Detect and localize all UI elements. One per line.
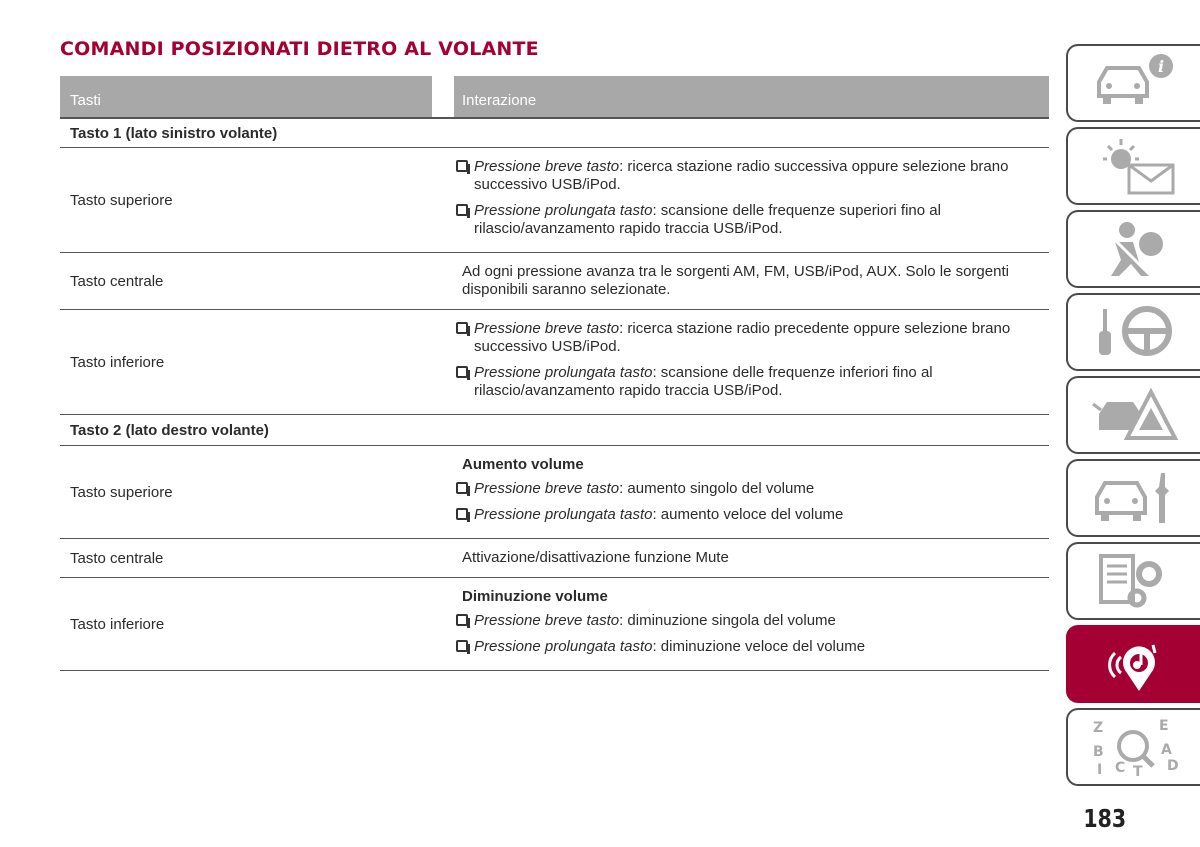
action-label: Pressione prolungata tasto	[474, 202, 653, 219]
technical-data-icon	[1089, 550, 1179, 612]
action-label: Pressione breve tasto	[474, 158, 620, 175]
table-row	[60, 148, 1049, 253]
checkbox-bullet-icon	[456, 366, 468, 378]
safety-airbag-icon	[1089, 218, 1179, 280]
table-body	[60, 117, 1049, 671]
section-row	[60, 117, 1049, 148]
section-row	[60, 415, 1049, 446]
action-result: : aumento singolo del volume	[619, 480, 815, 497]
car-info-icon	[1089, 52, 1179, 114]
action-result: : diminuzione singola del volume	[619, 612, 836, 629]
description-text: Attivazione/disattivazione funzione Mute	[462, 549, 729, 566]
checkbox-bullet-icon	[456, 508, 468, 520]
tab-safety[interactable]	[1066, 210, 1200, 288]
key-steering-wheel-icon	[1089, 301, 1179, 363]
tab-maintenance[interactable]	[1066, 459, 1200, 537]
key-label: Tasto inferiore	[70, 353, 165, 371]
table-row	[60, 539, 1049, 578]
checkbox-bullet-icon	[456, 160, 468, 172]
action-label: Pressione breve tasto	[474, 612, 620, 629]
key-label: Tasto inferiore	[70, 615, 165, 633]
tab-dashboard[interactable]	[1066, 127, 1200, 205]
action-label: Pressione breve tasto	[474, 480, 620, 497]
key-label: Tasto superiore	[70, 191, 173, 209]
tab-starting-driving[interactable]	[1066, 293, 1200, 371]
list-item	[456, 320, 1039, 356]
sub-heading: Aumento volume	[462, 456, 584, 473]
interaction-cell	[454, 310, 1049, 414]
tab-technical-data[interactable]	[1066, 542, 1200, 620]
table-row	[60, 310, 1049, 415]
dashboard-lights-icon	[1089, 135, 1179, 197]
interaction-cell	[454, 539, 1049, 577]
interaction-cell	[454, 446, 1049, 538]
alphabetical-index-icon	[1089, 716, 1179, 778]
multimedia-icon	[1089, 633, 1179, 695]
index-letter: Z	[1093, 720, 1104, 736]
list-item	[456, 506, 1039, 524]
svg-text:i: i	[1157, 57, 1165, 76]
action-label: Pressione breve tasto	[474, 320, 620, 337]
checkbox-bullet-icon	[456, 204, 468, 216]
key-label: Tasto superiore	[70, 483, 173, 501]
action-label: Pressione prolungata tasto	[474, 506, 653, 523]
action-result: : scansione delle frequenze superiori fino al rilascio/avanzamento rapido traccia USB/iPod.	[474, 202, 941, 237]
table-row	[60, 253, 1049, 310]
list-item	[456, 202, 1039, 238]
table-row	[60, 446, 1049, 539]
page-number: 183	[1083, 804, 1126, 833]
index-letter: D	[1167, 758, 1179, 774]
list-item	[456, 638, 1039, 656]
key-label: Tasto centrale	[70, 549, 164, 567]
tab-car-info[interactable]	[1066, 44, 1200, 122]
key-label: Tasto centrale	[70, 272, 164, 290]
checkbox-bullet-icon	[456, 640, 468, 652]
page-title: COMANDI POSIZIONATI DIETRO AL VOLANTE	[60, 38, 539, 60]
table-row	[60, 578, 1049, 671]
interaction-cell	[454, 253, 1049, 309]
list-item	[456, 480, 1039, 498]
list-item	[456, 158, 1039, 194]
index-letter: E	[1159, 718, 1169, 734]
emergency-warning-icon	[1089, 384, 1179, 446]
index-letter: A	[1161, 742, 1172, 758]
index-letter: B	[1093, 744, 1104, 760]
table-header	[60, 76, 1049, 117]
checkbox-bullet-icon	[456, 614, 468, 626]
action-label: Pressione prolungata tasto	[474, 364, 653, 381]
tab-index[interactable]	[1066, 708, 1200, 786]
checkbox-bullet-icon	[456, 322, 468, 334]
action-result: : ricerca stazione radio successiva oppure selezione brano successivo USB/iPod.	[474, 158, 1009, 193]
section-label: Tasto 1 (lato sinistro volante)	[70, 124, 278, 142]
description-text: Ad ogni pressione avanza tra le sorgenti AM, FM, USB/iPod, AUX. Solo le sorgenti disponibili saranno selezionate.	[462, 263, 1009, 298]
controls-table	[60, 76, 1049, 671]
interaction-cell	[454, 148, 1049, 252]
index-letter: C	[1115, 760, 1126, 776]
checkbox-bullet-icon	[456, 482, 468, 494]
interaction-cell	[454, 578, 1049, 670]
index-letter: I	[1097, 762, 1103, 778]
column-header-keys: Tasti	[60, 76, 432, 117]
action-result: : aumento veloce del volume	[652, 506, 844, 523]
section-label: Tasto 2 (lato destro volante)	[70, 421, 269, 439]
action-result: : scansione delle frequenze inferiori fino al rilascio/avanzamento rapido traccia USB/iPod.	[474, 364, 933, 399]
action-label: Pressione prolungata tasto	[474, 638, 653, 655]
sub-heading: Diminuzione volume	[462, 588, 608, 605]
action-result: : ricerca stazione radio precedente oppure selezione brano successivo USB/iPod.	[474, 320, 1011, 355]
svg-text:ZEBAICTD	[1093, 718, 1179, 778]
maintenance-icon	[1089, 467, 1179, 529]
action-result: : diminuzione veloce del volume	[652, 638, 866, 655]
column-header-interaction: Interazione	[454, 76, 1049, 117]
list-item	[456, 612, 1039, 630]
tab-multimedia[interactable]	[1066, 625, 1200, 703]
index-letter: T	[1133, 764, 1143, 778]
list-item	[456, 364, 1039, 400]
tab-emergency[interactable]	[1066, 376, 1200, 454]
